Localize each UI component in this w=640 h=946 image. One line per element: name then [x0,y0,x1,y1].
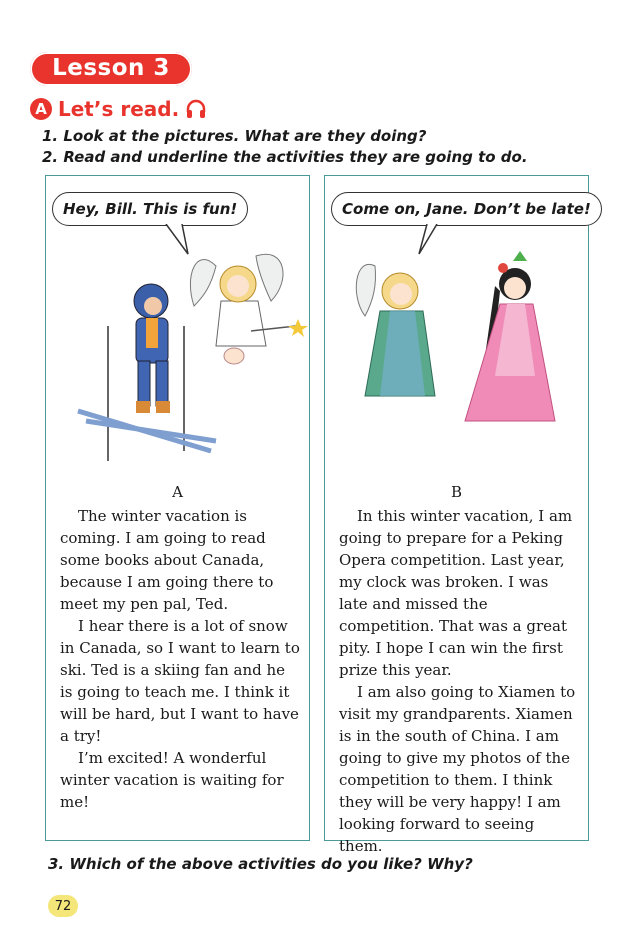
passage-a-paragraph-2: I hear there is a lot of snow in Canada, so I want to learn to ski. Ted is a skiing fan and he is going to teach me. I think it will be hard, but I want to have a try! [60,617,300,745]
passage-b [339,505,580,857]
section-title: Let’s read. [58,97,180,121]
question-3: 3. Which of the above activities do you like? Why? [48,855,473,873]
section-badge: A [30,98,52,120]
headphones-icon[interactable] [185,98,207,120]
speech-bubble-b: Come on, Jane. Don’t be late! [331,192,602,226]
section-a-heading [30,96,207,122]
panel-label-a: A [172,483,183,501]
passage-b-paragraph-2: I am also going to Xiamen to visit my grandparents. Xiamen is in the south of China. I am going to give my photos of the competition to them. I think they will be very happy! I am looking forward to seeing them. [339,683,576,855]
reading-panel-a [45,175,310,841]
lesson-title: Lesson 3 [52,55,170,81]
instruction-1: 1. Look at the pictures. What are they doing? [42,127,427,145]
passage-b-paragraph-1: In this winter vacation, I am going to prepare for a Peking Opera competition. Last year, my clock was broken. I was late and missed the competition. That was a great pity. I hope I can win the first prize this year. [339,507,573,679]
passage-a-paragraph-1: The winter vacation is coming. I am going to read some books about Canada, because I am going there to meet my pen pal, Ted. [60,507,274,613]
opera-kids-illustration [335,246,585,466]
speech-bubble-a: Hey, Bill. This is fun! [52,192,248,226]
passage-a-paragraph-3: I’m excited! A wonderful winter vacation is waiting for me! [60,749,284,811]
lesson-title-pill [30,52,192,86]
instruction-2: 2. Read and underline the activities they are going to do. [42,148,528,166]
page-number: 72 [48,895,78,917]
panel-label-b: B [450,483,463,501]
skiing-kids-illustration [66,246,311,466]
passage-a [60,505,301,813]
reading-panel-b [324,175,591,855]
